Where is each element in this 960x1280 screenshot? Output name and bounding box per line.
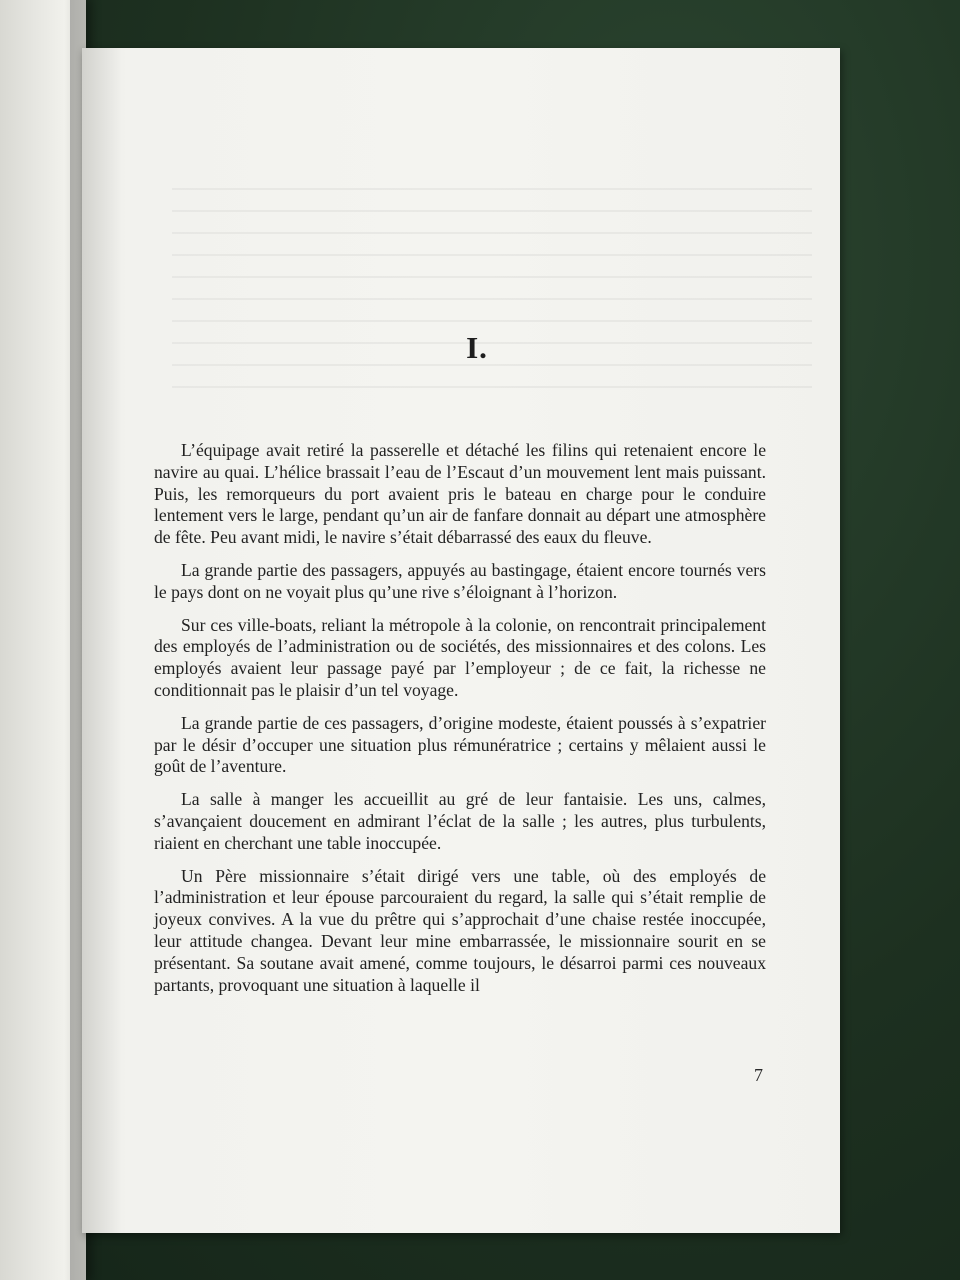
page-number: 7 (754, 1065, 763, 1085)
paragraph: La salle à manger les accueillit au gré de leur fantaisie. Les uns, calmes, s’avançaient doucement en admirant l’éclat de la salle ; les autres, plus turbulents, riaient en cherchant une table inoccupée. (154, 789, 766, 853)
book-page (82, 48, 840, 1233)
paragraph: Un Père missionnaire s’était dirigé vers une table, où des employés de l’administration et leur épouse parcouraient du regard, la salle qui s’était remplie de joyeux convives. A la vue du prêtre qui s’approchait d’une chaise restée inoccupée, leur attitude changea. Devant leur mine embarrassée, le missionnaire sourit en se présentant. Sa soutane avait amené, comme toujours, le désarroi parmi ces nouveaux partants, provoquant une situation à laquelle il (154, 865, 766, 995)
body-text (154, 440, 766, 1007)
paragraph: L’équipage avait retiré la passerelle et détaché les filins qui retenaient encore le navire au quai. L’hélice brassait l’eau de l’Escaut d’un mouvement lent mais puissant. Puis, les remorqueurs du port avaient pris le bateau en charge pour le conduire lentement vers le large, pendant qu’un air de fanfare donnait au départ une atmosphère de fête. Peu avant midi, le navire s’était débarrassé des eaux du fleuve. (154, 440, 766, 548)
chapter-heading: I. (466, 330, 488, 365)
paragraph: La grande partie des passagers, appuyés au bastingage, étaient encore tournés vers le pays dont on ne voyait plus qu’une rive s’éloignant à l’horizon. (154, 559, 766, 602)
paragraph: La grande partie de ces passagers, d’origine modeste, étaient poussés à s’expatrier par le désir d’occuper une situation plus rémunératrice ; certains y mêlaient aussi le goût de l’aventure. (154, 712, 766, 777)
paragraph: Sur ces ville-boats, reliant la métropole à la colonie, on rencontrait principalement des employés de l’administration ou de sociétés, des missionnaires et des colons. Les employés avaient leur passage payé par l’employeur ; de ce fait, la richesse ne conditionnait pas le plaisir d’un tel voyage. (154, 614, 766, 700)
